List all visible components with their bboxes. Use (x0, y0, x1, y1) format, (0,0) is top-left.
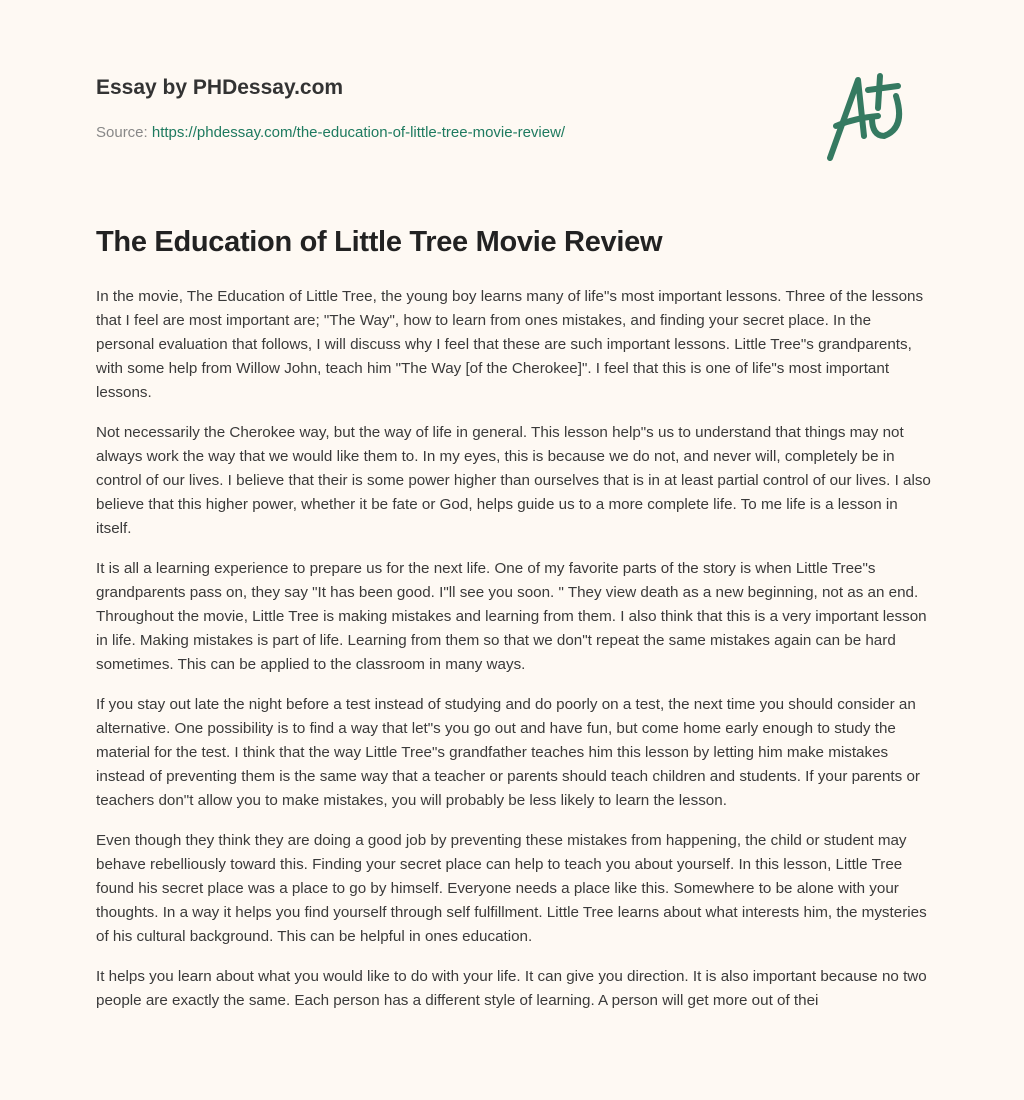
source-link[interactable]: https://phdessay.com/the-education-of-little-tree-movie-review/ (151, 124, 566, 141)
site-brand: Essay by PHDessay.com (96, 76, 344, 99)
source-line (96, 124, 565, 141)
paragraph: In the movie, The Education of Little Tree, the young boy learns many of life"s most important lessons. Three of the lessons that I feel are most important are; "The Way", how to learn from ones mistakes, and finding your secret place. In the personal evaluation that follows, I will discuss why I feel that these are such important lessons. Little Tree"s grandparents, with some help from Willow John, teach him "The Way [of the Cherokee]". I feel that this is one of life"s most important lessons. (96, 288, 924, 401)
paragraph: It helps you learn about what you would like to do with your life. It can give you direction. It is also important because no two people are exactly the same. Each person has a different style of learning. A person will get more out of thei (96, 968, 927, 1009)
paragraph: Not necessarily the Cherokee way, but the way of life in general. This lesson help"s us to understand that things may not always work the way that we would like them to. In my eyes, this is because we do not, and never will, completely be in control of our lives. I believe that their is some power higher than ourselves that is in at least partial control of our lives. I also believe that this higher power, whether it be fate or God, helps guide us to a more complete life. To me life is a lesson in itself. (96, 424, 931, 537)
a-plus-logo-icon (820, 66, 930, 166)
paragraph: It is all a learning experience to prepare us for the next life. One of my favorite parts of the story is when Little Tree"s grandparents pass on, they say "It has been good. I"ll see you soon. " They view death as a new beginning, not as an end. Throughout the movie, Little Tree is making mistakes and learning from them. I also think that this is a very important lesson in life. Making mistakes is part of life. Learning from them so that we don"t repeat the same mistakes again can be hard sometimes. This can be applied to the classroom in many ways. (96, 560, 927, 673)
paragraph: If you stay out late the night before a test instead of studying and do poorly on a test, the next time you should consider an alternative. One possibility is to find a way that let"s you go out and have fun, but come home early enough to study the material for the test. I think that the way Little Tree"s grandfather teaches him this lesson by letting him make mistakes instead of preventing them is the same way that a teacher or parents should teach children and students. If your parents or teachers don"t allow you to make mistakes, you will probably be less likely to learn the lesson. (96, 696, 920, 809)
source-label: Source: (96, 124, 148, 141)
article-title: The Education of Little Tree Movie Review (96, 226, 663, 258)
paragraph: Even though they think they are doing a good job by preventing these mistakes from happening, the child or student may behave rebelliously toward this. Finding your secret place can help to teach you about yourself. In this lesson, Little Tree found his secret place was a place to go by himself. Everyone needs a place like this. Somewhere to be alone with your thoughts. In a way it helps you find yourself through self fulfillment. Little Tree learns about what interests him, the mysteries of his cultural background. This can be helpful in ones education. (96, 832, 927, 945)
article-body (96, 285, 932, 1029)
